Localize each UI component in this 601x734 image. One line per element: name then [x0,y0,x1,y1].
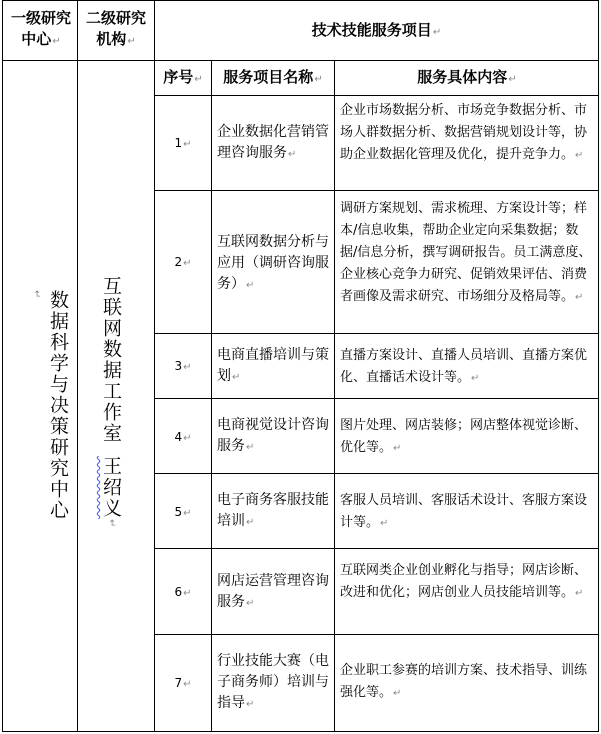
row-number: 1↵ [174,136,192,150]
header-service-name: 服务项目名称↵ [223,68,323,86]
row-number: 2↵ [174,255,192,269]
row-divider [154,473,599,474]
row-number: 5↵ [174,505,192,519]
service-name: 企业数据化营销管理咨询服务↵ [217,124,329,161]
service-content: 客服人员培训、客服话术设计、客服方案设计等。↵ [340,493,588,530]
level2-unit-cell: 互联网数据工作室 [100,276,122,444]
border-top [2,0,599,1]
service-name: 网店运营管理咨询服务↵ [217,573,329,610]
service-name: 电商直播培训与策划↵ [217,347,329,384]
level1-center-cell: 数据科学与决策研究中心↵ [31,290,69,521]
service-name: 互联网数据分析与应用（调研咨询服务）↵ [217,234,329,292]
service-content: 图片处理、网店装修；网店整体视觉诊断、优化等。↵ [340,418,588,455]
header-level2: 二级研究机构↵ [85,9,146,48]
row-divider [154,190,599,191]
col-divider-3 [211,60,212,732]
row-divider [154,398,599,399]
service-content: 企业职工参赛的培训方案、技术指导、训练强化等。↵ [340,663,588,700]
row-number: 7↵ [174,676,192,690]
row-divider [154,333,599,334]
border-bottom [2,731,599,732]
header-level1: 一级研究中心↵ [10,9,71,48]
header-services: 技术技能服务项目↵ [311,21,442,39]
service-content: 互联网类企业创业孵化与指导；网店诊断、改进和优化；网店创业人员技能培训等。↵ [340,563,588,600]
row-number: 6↵ [174,585,192,599]
level2-person-cell: 王绍义↵ [100,456,122,530]
service-name: 电商视觉设计咨询服务↵ [217,417,329,454]
row-divider [154,634,599,635]
border-left [2,0,3,732]
col-divider-4 [334,60,335,732]
row-number: 4↵ [174,430,192,444]
row-divider [154,95,599,96]
header-seq: 序号↵ [163,68,203,86]
row-number: 3↵ [174,359,192,373]
header-service-content: 服务具体内容↵ [417,68,517,86]
service-name: 行业技能大赛（电子商务师）培训与指导↵ [217,653,329,711]
service-content: 直播方案设计、直播人员培训、直播方案优化、直播话术设计等。↵ [340,348,588,385]
header-row-divider [2,60,599,61]
col-divider-2 [154,0,155,732]
border-right [598,0,599,732]
row-divider [154,548,599,549]
service-content: 企业市场数据分析、市场竞争数据分析、市场人群数据分析、数据营销规划设计等，协助企业数据化管理及优化，提升竞争力。↵ [340,103,588,162]
col-divider-1 [77,0,78,732]
service-content: 调研方案规划、需求梳理、方案设计等；样本/信息收集，帮助企业定向采集数据；数据/信息分析，撰写调研报告。员工满意度、企业核心竞争力研究、促销效果评估、消费者画像及需求研究、市场细分及格局等。↵ [340,201,592,304]
service-name: 电子商务客服技能培训↵ [217,492,329,529]
